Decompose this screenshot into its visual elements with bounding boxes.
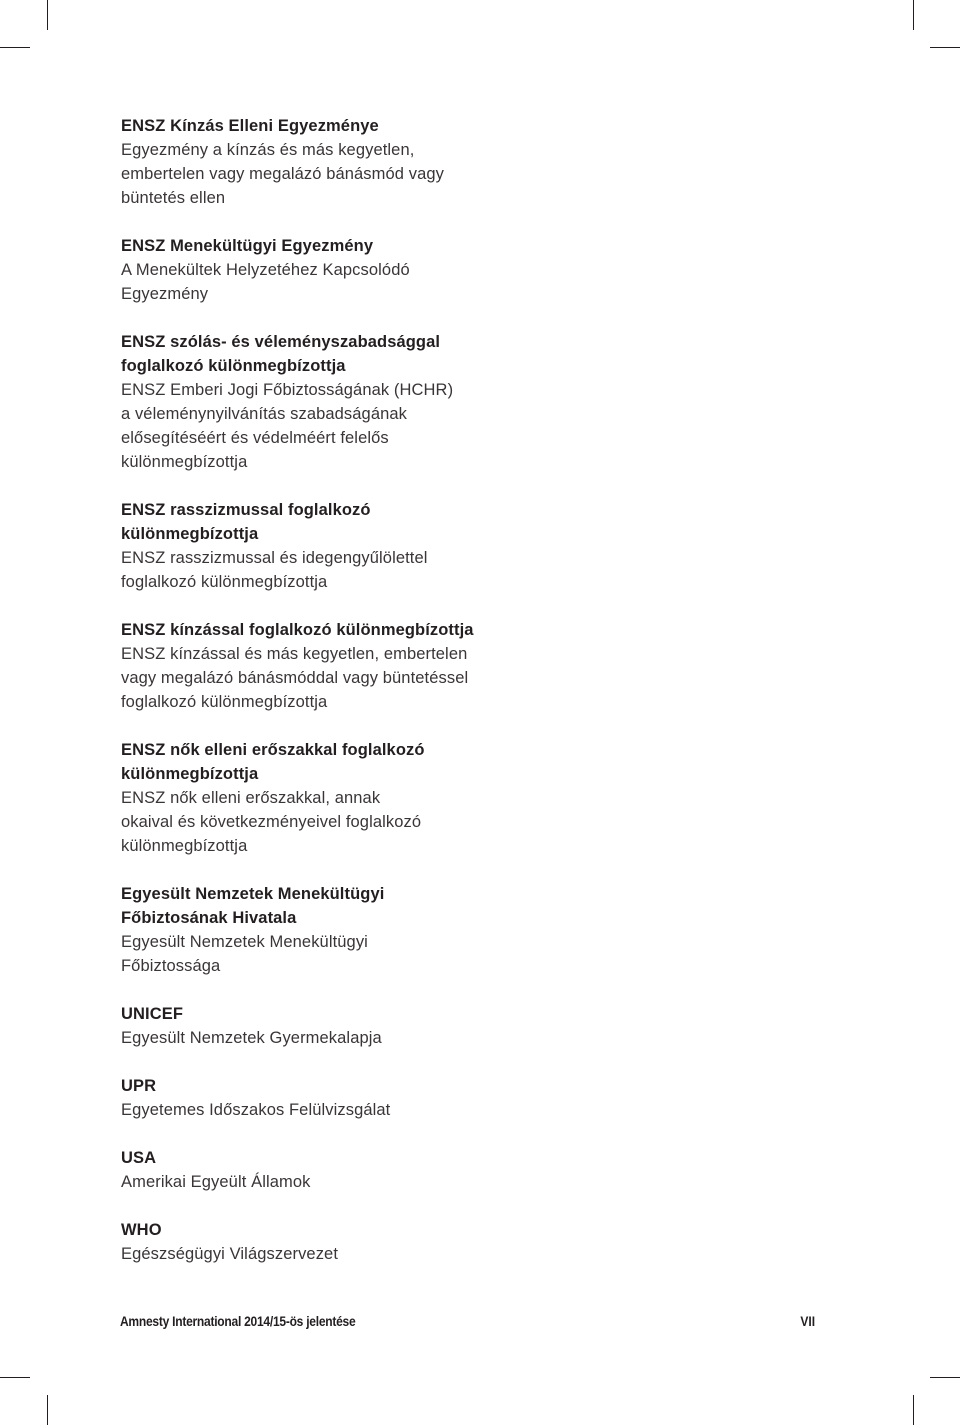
entry-title: ENSZ kínzással foglalkozó különmegbízottja bbox=[121, 621, 474, 639]
entry-title: ENSZ rasszizmussal foglalkozó különmegbízottja bbox=[121, 501, 371, 543]
page-number: VII bbox=[800, 1313, 815, 1329]
entry-description: Egészségügyi Világszervezet bbox=[121, 1245, 339, 1263]
entry-title: UNICEF bbox=[121, 1005, 184, 1023]
glossary-entry bbox=[121, 618, 681, 714]
glossary-entry bbox=[121, 234, 681, 306]
entry-description: Amerikai Egyeült Államok bbox=[121, 1173, 311, 1191]
entry-description: ENSZ rasszizmussal és idegengyűlölettel foglalkozó különmegbízottja bbox=[121, 549, 428, 591]
crop-mark-bottom-left bbox=[47, 1395, 48, 1425]
entry-description: Egyezmény a kínzás és más kegyetlen, embertelen vagy megalázó bánásmód vagy büntetés ellen bbox=[121, 141, 444, 207]
crop-mark-top-right bbox=[913, 0, 914, 30]
glossary-entry bbox=[121, 1218, 681, 1266]
entry-title: UPR bbox=[121, 1077, 157, 1095]
entry-title: ENSZ szólás- és véleményszabadsággal foglalkozó különmegbízottja bbox=[121, 333, 441, 375]
glossary-entry bbox=[121, 114, 681, 210]
entry-description: ENSZ nők elleni erőszakkal, annak okaival és következményeivel foglalkozó különmegbízottja bbox=[121, 789, 422, 855]
crop-mark-right-upper bbox=[930, 47, 960, 48]
glossary-entry bbox=[121, 1146, 681, 1194]
crop-mark-left-upper bbox=[0, 47, 30, 48]
glossary-entry bbox=[121, 1074, 681, 1122]
entry-description: ENSZ Emberi Jogi Főbiztosságának (HCHR) a véleménynyilvánítás szabadságának elősegítéséért és védelméért felelős különmegbízottja bbox=[121, 381, 454, 471]
entry-title: ENSZ Kínzás Elleni Egyezménye bbox=[121, 117, 379, 135]
entry-description: Egyesült Nemzetek Gyermekalapja bbox=[121, 1029, 382, 1047]
crop-mark-bottom-right bbox=[913, 1395, 914, 1425]
glossary-entry bbox=[121, 738, 681, 858]
entry-title: WHO bbox=[121, 1221, 162, 1239]
abbreviation-list bbox=[121, 114, 681, 1290]
glossary-entry bbox=[121, 330, 681, 474]
glossary-entry bbox=[121, 882, 681, 978]
glossary-entry bbox=[121, 1002, 681, 1050]
entry-description: Egyetemes Időszakos Felülvizsgálat bbox=[121, 1101, 391, 1119]
crop-mark-top-left bbox=[47, 0, 48, 30]
entry-description: Egyesült Nemzetek Menekültügyi Főbiztossága bbox=[121, 933, 368, 975]
entry-title: ENSZ Menekültügyi Egyezmény bbox=[121, 237, 374, 255]
crop-mark-left-lower bbox=[0, 1377, 30, 1378]
entry-description: A Menekültek Helyzetéhez Kapcsolódó Egyezmény bbox=[121, 261, 410, 303]
footer-publication-title: Amnesty International 2014/15-ös jelentése bbox=[120, 1313, 356, 1329]
entry-title: USA bbox=[121, 1149, 157, 1167]
crop-mark-right-lower bbox=[930, 1377, 960, 1378]
entry-title: ENSZ nők elleni erőszakkal foglalkozó különmegbízottja bbox=[121, 741, 425, 783]
entry-description: ENSZ kínzással és más kegyetlen, embertelen vagy megalázó bánásmóddal vagy büntetéssel foglalkozó különmegbízottja bbox=[121, 645, 469, 711]
entry-title: Egyesült Nemzetek Menekültügyi Főbiztosának Hivatala bbox=[121, 885, 385, 927]
glossary-entry bbox=[121, 498, 681, 594]
